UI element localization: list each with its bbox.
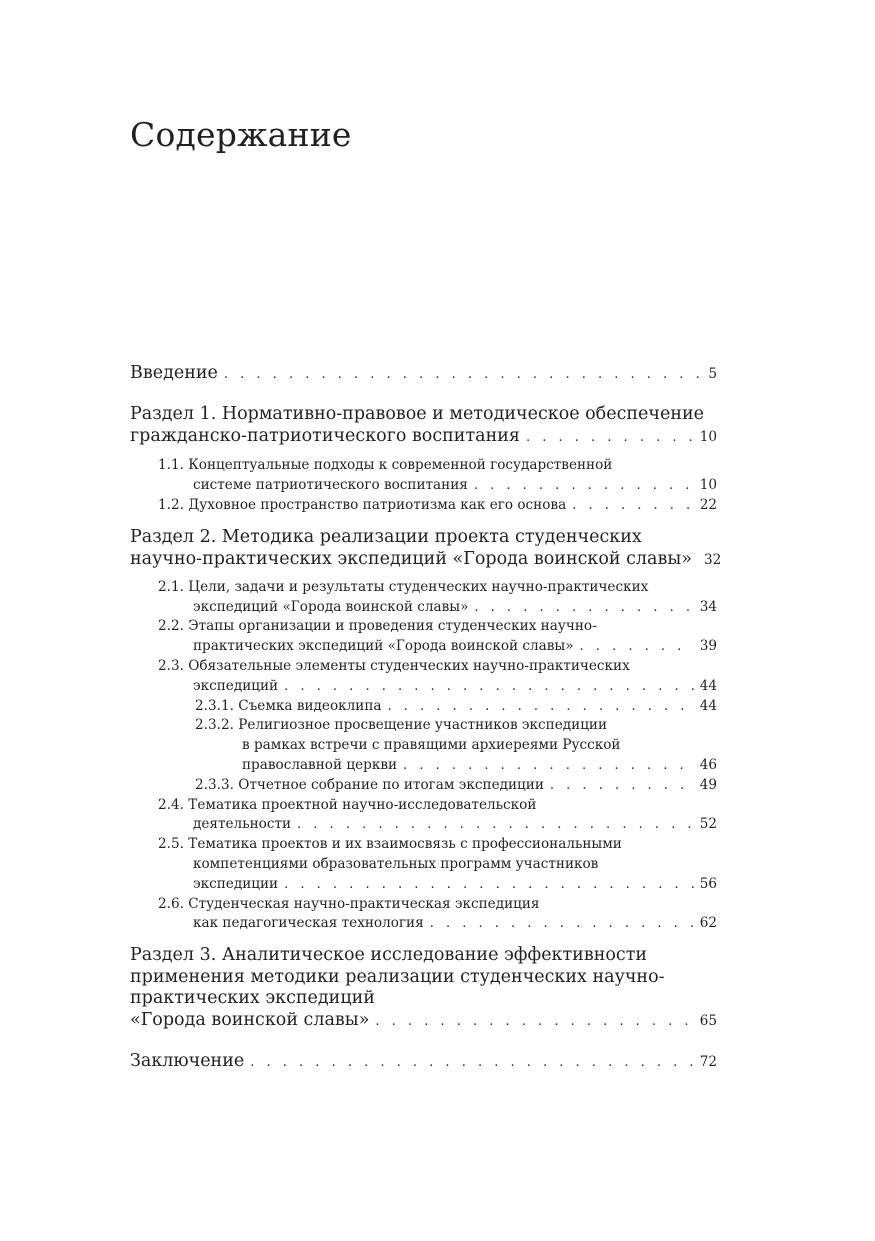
dot-leader	[580, 637, 694, 657]
toc-entry-label: Раздел 2. Методика реализации проекта студенческих	[130, 527, 642, 547]
dot-leader	[284, 875, 694, 895]
toc-entry-2-2[interactable]	[193, 636, 717, 656]
toc-entry-label: гражданско-патриотического воспитания	[130, 426, 520, 446]
page-title: Содержание	[130, 115, 352, 154]
toc-entry-2-5[interactable]	[193, 874, 717, 894]
toc-entry-label: 2.1. Цели, задачи и результаты студенческих научно-практических	[158, 579, 649, 595]
toc-entry-label: Раздел 3. Аналитическое исследование эффективности	[130, 945, 648, 965]
toc-entry-2-3-line-1[interactable]	[158, 656, 717, 676]
toc-entry-label: 2.3.2. Религиозное просвещение участников экспедиции	[195, 717, 608, 733]
dot-leader	[284, 677, 694, 697]
toc-entry-label: 2.2. Этапы организации и проведения студенческих научно-	[158, 618, 597, 634]
toc-page-number: 65	[699, 1013, 717, 1029]
toc-entry-label: Введение	[130, 363, 218, 383]
toc-entry-2-3-3[interactable]	[195, 775, 717, 795]
toc-entry-label: 2.3. Обязательные элементы студенческих научно-практических	[158, 658, 630, 674]
toc-entry-2-3-2-line-1[interactable]	[195, 715, 717, 735]
toc-entry-section-3-line-3[interactable]	[130, 987, 717, 1009]
dot-leader	[375, 1011, 693, 1033]
toc-entry-label: системе патриотического воспитания	[193, 477, 468, 493]
toc-entry-label: деятельности	[193, 816, 292, 832]
toc-entry-1-1[interactable]	[193, 475, 717, 495]
toc-entry-2-2-line-1[interactable]	[158, 616, 717, 636]
dot-leader	[250, 1052, 693, 1074]
toc-page-number: 44	[699, 678, 717, 694]
toc-entry-label: в рамках встречи с правящими архиереями Русской	[242, 737, 621, 753]
toc-page-number: 10	[699, 477, 717, 493]
dot-leader	[297, 815, 694, 835]
dot-leader	[224, 364, 702, 386]
toc-entry-label: 2.3.3. Отчетное собрание по итогам экспедиции	[195, 777, 544, 793]
toc-entry-1-2[interactable]	[158, 495, 717, 515]
toc-page-number: 22	[699, 497, 717, 513]
toc-entry-label: практических экспедиций «Города воинской славы»	[193, 638, 574, 654]
toc-entry-label: экспедиции	[193, 876, 279, 892]
toc-entry-label: экспедиций	[193, 678, 279, 694]
dot-leader	[526, 427, 694, 449]
dot-leader	[388, 697, 694, 717]
toc-entry-section-1[interactable]	[130, 425, 717, 447]
toc-entry-label: 2.5. Тематика проектов и их взаимосвязь с профессиональными	[158, 836, 622, 852]
toc-entry-2-6-line-1[interactable]	[158, 894, 717, 914]
toc-entry-section-3-line-1[interactable]	[130, 944, 717, 966]
toc-entry-label: «Города воинской славы»	[130, 1010, 370, 1030]
toc-entry-label: компетенциями образовательных программ участников	[193, 856, 599, 872]
toc-entry-conclusion[interactable]	[130, 1050, 717, 1072]
toc-entry-2-1[interactable]	[193, 597, 717, 617]
toc-page-number: 72	[699, 1054, 717, 1070]
toc-entry-2-1-line-1[interactable]	[158, 577, 717, 597]
toc-entry-2-6[interactable]	[193, 913, 717, 933]
toc-entry-label: 1.1. Концептуальные подходы к современной государственной	[158, 457, 613, 473]
toc-entry-2-4[interactable]	[193, 814, 717, 834]
toc-page-number: 56	[699, 876, 717, 892]
toc-entry-1-1-line-1[interactable]	[158, 455, 717, 475]
toc-entry-2-3-2[interactable]	[242, 755, 717, 775]
toc-page-number: 10	[699, 429, 717, 445]
toc-entry-label: 2.6. Студенческая научно-практическая экспедиция	[158, 896, 540, 912]
dot-leader	[550, 776, 694, 796]
toc-entry-label: православной церкви	[242, 757, 398, 773]
dot-leader	[572, 496, 694, 516]
toc-entry-section-3-line-2[interactable]	[130, 966, 717, 988]
toc-page-number: 32	[703, 552, 722, 568]
toc-entry-label: применения методики реализации студенческих научно-	[130, 967, 665, 987]
toc-entry-2-4-line-1[interactable]	[158, 795, 717, 815]
toc-page-number: 52	[699, 816, 717, 832]
dot-leader	[403, 756, 694, 776]
toc-entry-section-2[interactable]	[130, 548, 722, 570]
toc-page-number: 46	[699, 757, 717, 773]
toc-entry-2-5-line-1[interactable]	[158, 834, 717, 854]
toc-entry-2-3-1[interactable]	[195, 696, 717, 716]
toc-entry-label: 2.3.1. Съемка видеоклипа	[195, 698, 382, 714]
toc-entry-label: как педагогическая технология	[193, 915, 424, 931]
toc-entry-section-2-line-1[interactable]	[130, 526, 717, 548]
toc-entry-label: 2.4. Тематика проектной научно-исследовательской	[158, 797, 537, 813]
toc-page-number: 44	[699, 698, 717, 714]
toc-page-number: 49	[699, 777, 717, 793]
dot-leader	[474, 476, 694, 496]
toc-entry-section-3[interactable]	[130, 1009, 717, 1031]
toc-entry-label: практических экспедиций	[130, 988, 375, 1008]
toc-entry-label: 1.2. Духовное пространство патриотизма как его основа	[158, 497, 567, 513]
dot-leader	[474, 598, 693, 618]
toc-page-number: 62	[699, 915, 717, 931]
toc-entry-2-5-line-2[interactable]	[193, 854, 717, 874]
toc-entry-section-1-line-1[interactable]	[130, 403, 717, 425]
toc-entry-label: экспедиций «Города воинской славы»	[193, 599, 469, 615]
toc-entry-2-3[interactable]	[193, 676, 717, 696]
toc-entry-introduction[interactable]	[130, 362, 717, 384]
toc-entry-2-3-2-line-2[interactable]	[242, 735, 717, 755]
toc-entry-label: Раздел 1. Нормативно-правовое и методическое обеспечение	[130, 404, 705, 424]
toc-entry-label: Заключение	[130, 1051, 245, 1071]
toc-page-number: 39	[699, 638, 717, 654]
dot-leader	[430, 914, 694, 934]
toc-page-number: 34	[699, 599, 717, 615]
toc-entry-label: научно-практических экспедиций «Города воинской славы»	[130, 549, 692, 569]
toc-page-number: 5	[708, 366, 717, 382]
